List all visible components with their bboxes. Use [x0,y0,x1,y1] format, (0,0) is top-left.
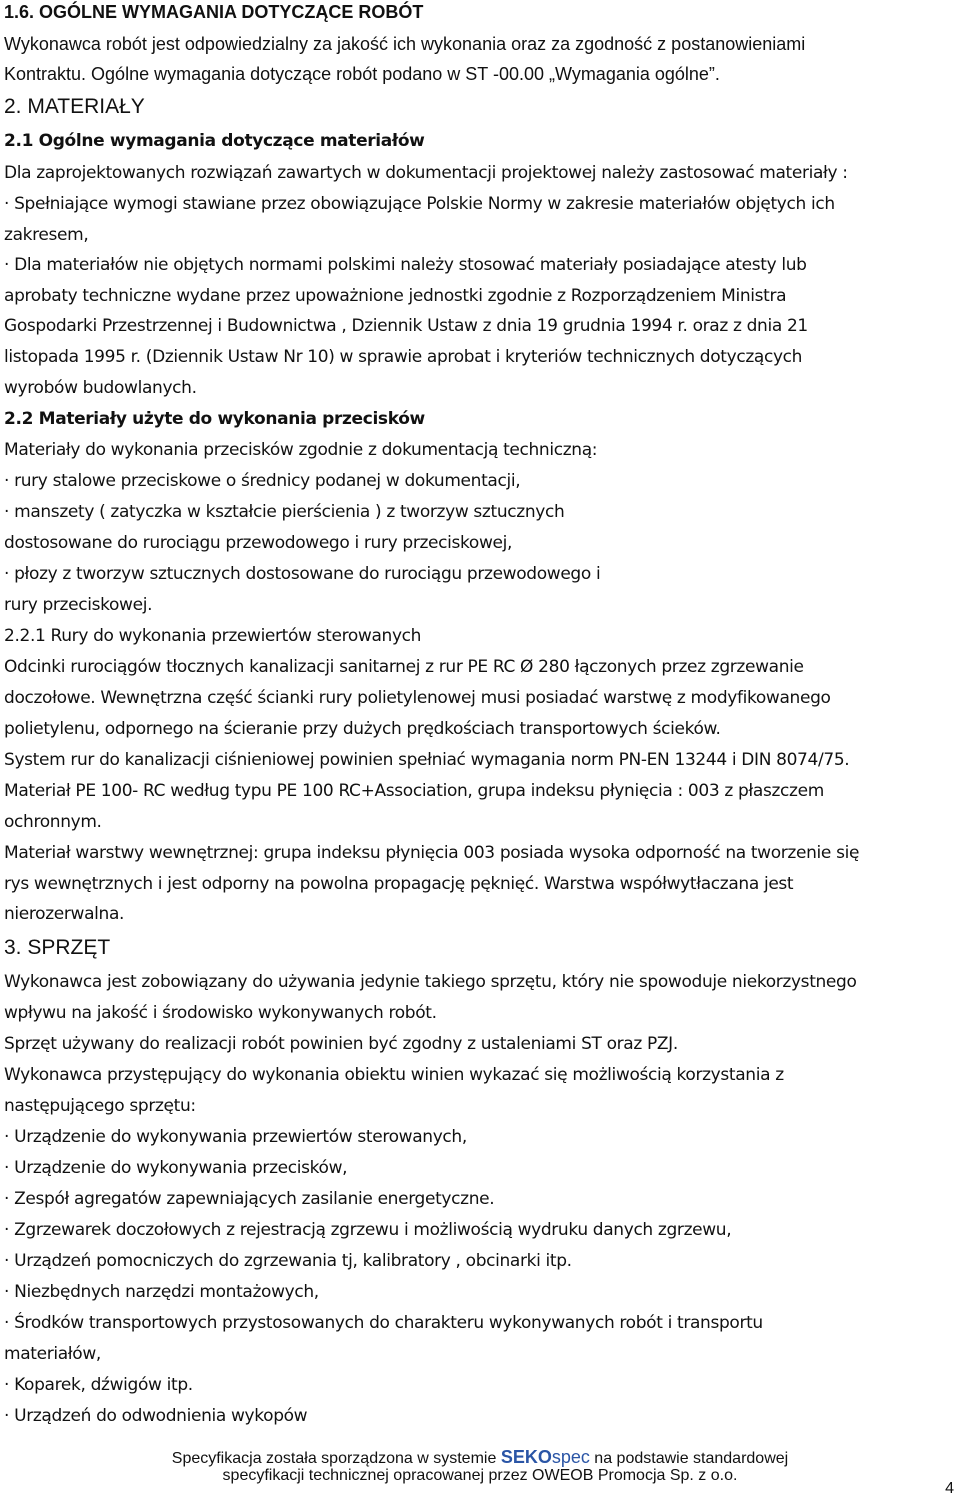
list-item: · Koparek, dźwigów itp. [4,1375,193,1395]
paragraph-line: Sprzęt używany do realizacji robót powinien być zgodny z ustaleniami ST oraz PZJ. [4,1034,678,1054]
paragraph-line: wpływu na jakość i środowisko wykonywanych robót. [4,1003,437,1023]
footer-line-1 [0,1447,960,1468]
section-heading: 1.6. OGÓLNE WYMAGANIA DOTYCZĄCE ROBÓT [4,2,424,22]
list-item: · płozy z tworzyw sztucznych dostosowane do rurociągu przewodowego i [4,564,601,584]
list-item: · Dla materiałów nie objętych normami polskimi należy stosować materiały posiadające atesty lub [4,255,807,275]
paragraph-line: Wykonawca przystępujący do wykonania obiektu winien wykazać się możliwością korzystania z [4,1065,784,1085]
paragraph-line: rury przeciskowej. [4,595,153,615]
paragraph-line: Dla zaprojektowanych rozwiązań zawartych w dokumentacji projektowej należy zastosować materiały : [4,163,848,183]
paragraph-line: wyrobów budowlanych. [4,378,197,398]
list-item: · Niezbędnych narzędzi montażowych, [4,1282,319,1302]
paragraph-line: Materiał warstwy wewnętrznej: grupa indeksu płynięcia 003 posiada wysoka odporność na tworzenie się [4,843,860,863]
subsection-heading: 2.2 Materiały użyte do wykonania przecisków [4,409,425,429]
subsection-heading: 2.2.1 Rury do wykonania przewiertów sterowanych [4,626,422,646]
brand-spec: spec [551,1447,590,1467]
footer-line-2: specyfikacji technicznej opracowanej przez OWEOB Promocja Sp. z o.o. [222,1467,738,1484]
page-number: 4 [945,1480,954,1497]
paragraph-line: Gospodarki Przestrzennej i Budownictwa , Dziennik Ustaw z dnia 19 grudnia 1994 r. oraz z dnia 21 [4,316,808,336]
paragraph-line: Wykonawca jest zobowiązany do używania jedynie takiego sprzętu, który nie spowoduje niekorzystnego [4,972,857,992]
list-item: · Spełniające wymogi stawiane przez obowiązujące Polskie Normy w zakresie materiałów objętych ich [4,194,835,214]
list-item: · Zgrzewarek doczołowych z rejestracją zgrzewu i możliwością wydruku danych zgrzewu, [4,1220,732,1240]
paragraph-line: polietylenu, odpornego na ścieranie przy dużych prędkościach transportowych ścieków. [4,719,721,739]
list-item: · Urządzenie do wykonywania przewiertów sterowanych, [4,1127,467,1147]
list-item: · Urządzeń pomocniczych do zgrzewania tj, kalibratory , obcinarki itp. [4,1251,572,1271]
list-item: · Środków transportowych przystosowanych do charakteru wykonywanych robót i transportu [4,1313,763,1333]
paragraph-line: następującego sprzętu: [4,1096,196,1116]
chapter-heading: 3. SPRZĘT [4,936,111,959]
paragraph-line: rys wewnętrznych i jest odporny na powolna propagację pęknięć. Warstwa współwytłaczana jest [4,874,794,894]
paragraph-line: Wykonawca robót jest odpowiedzialny za jakość ich wykonania oraz za zgodność z postanowieniami [4,34,806,54]
list-item: · Urządzenie do wykonywania przecisków, [4,1158,348,1178]
subsection-heading: 2.1 Ogólne wymagania dotyczące materiałów [4,131,425,151]
footer-text: na podstawie standardowej [589,1450,789,1467]
list-item: · rury stalowe przeciskowe o średnicy podanej w dokumentacji, [4,471,521,491]
paragraph-line: listopada 1995 r. (Dziennik Ustaw Nr 10) w sprawie aprobat i kryteriów technicznych dotyczących [4,347,803,367]
paragraph-line: Materiał PE 100- RC według typu PE 100 RC+Association, grupa indeksu płynięcia : 003 z płaszczem [4,781,824,801]
paragraph-line: materiałów, [4,1344,101,1364]
paragraph-line: doczołowe. Wewnętrzna część ścianki rury polietylenowej musi posiadać warstwę z modyfikowanego [4,688,831,708]
brand-seko: SEKO [500,1447,552,1467]
footer-text: Specyfikacja została sporządzona w systemie [171,1450,501,1467]
paragraph-line: aprobaty techniczne wydane przez upoważnione jednostki zgodnie z Rozporządzeniem Ministra [4,286,787,306]
paragraph-line: nierozerwalna. [4,904,125,924]
list-item: · manszety ( zatyczka w kształcie pierścienia ) z tworzyw sztucznych [4,502,565,522]
paragraph-line: zakresem, [4,225,89,245]
paragraph-line: Odcinki rurociągów tłocznych kanalizacji sanitarnej z rur PE RC Ø 280 łączonych przez zgrzewanie [4,657,804,677]
paragraph-line: ochronnym. [4,812,102,832]
paragraph-line: System rur do kanalizacji ciśnieniowej powinien spełniać wymagania norm PN-EN 13244 i DIN 8074/75. [4,750,850,770]
list-item: · Zespół agregatów zapewniających zasilanie energetyczne. [4,1189,495,1209]
paragraph-line: Materiały do wykonania przecisków zgodnie z dokumentacją techniczną: [4,440,598,460]
paragraph-line: Kontraktu. Ogólne wymagania dotyczące robót podano w ST -00.00 „Wymagania ogólne”. [4,64,720,84]
chapter-heading: 2. MATERIAŁY [4,95,145,118]
paragraph-line: dostosowane do rurociągu przewodowego i rury przeciskowej, [4,533,513,553]
list-item: · Urządzeń do odwodnienia wykopów [4,1406,308,1426]
